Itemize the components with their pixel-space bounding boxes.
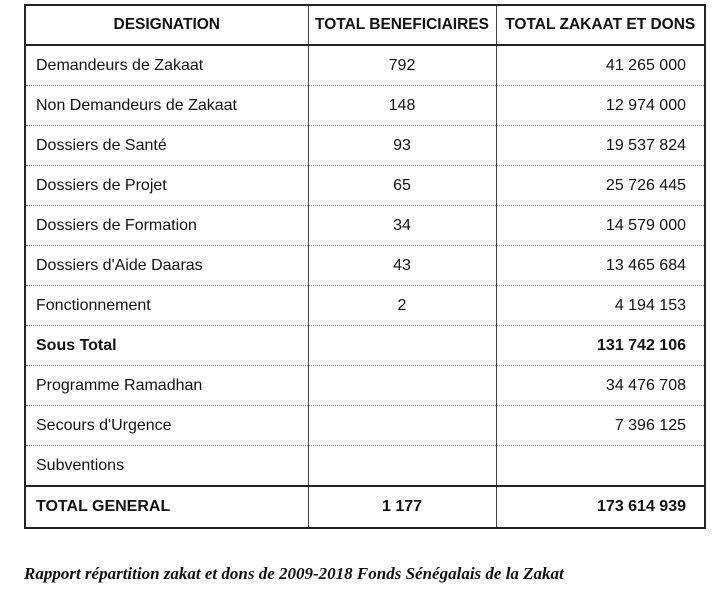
report-table-container [24, 4, 704, 529]
row-count: 2 [308, 286, 496, 326]
table-row [25, 286, 705, 326]
table-row [25, 366, 705, 406]
table-row [25, 45, 705, 86]
table-row [25, 406, 705, 446]
row-label: Dossiers de Santé [25, 126, 308, 166]
row-amount: 41 265 000 [496, 45, 705, 86]
row-amount [496, 446, 705, 487]
row-label: Demandeurs de Zakaat [25, 45, 308, 86]
row-label: Fonctionnement [25, 286, 308, 326]
table-row [25, 126, 705, 166]
row-amount: 12 974 000 [496, 86, 705, 126]
row-count: 65 [308, 166, 496, 206]
row-count: 34 [308, 206, 496, 246]
header-total-beneficiaires: TOTAL BENEFICIAIRES [308, 5, 496, 45]
row-amount: 4 194 153 [496, 286, 705, 326]
row-label: Programme Ramadhan [25, 366, 308, 406]
row-amount: 14 579 000 [496, 206, 705, 246]
total-amount: 173 614 939 [496, 486, 705, 528]
table-header-row [25, 5, 705, 45]
table-row [25, 206, 705, 246]
row-count [308, 406, 496, 446]
row-label: Secours d'Urgence [25, 406, 308, 446]
total-general-row [25, 486, 705, 528]
row-count [308, 366, 496, 406]
row-count: 43 [308, 246, 496, 286]
row-count: 148 [308, 86, 496, 126]
row-label: Dossiers d'Aide Daaras [25, 246, 308, 286]
zakat-distribution-table [24, 4, 706, 529]
row-amount: 25 726 445 [496, 166, 705, 206]
row-label: Dossiers de Formation [25, 206, 308, 246]
row-label: Subventions [25, 446, 308, 487]
header-total-zakaat-dons: TOTAL ZAKAAT ET DONS [496, 5, 705, 45]
table-row [25, 86, 705, 126]
table-row [25, 446, 705, 487]
row-count [308, 446, 496, 487]
table-row [25, 166, 705, 206]
row-amount: 13 465 684 [496, 246, 705, 286]
total-count: 1 177 [308, 486, 496, 528]
subtotal-count [308, 326, 496, 366]
row-label: Non Demandeurs de Zakaat [25, 86, 308, 126]
row-amount: 34 476 708 [496, 366, 705, 406]
subtotal-label: Sous Total [25, 326, 308, 366]
row-count: 792 [308, 45, 496, 86]
row-count: 93 [308, 126, 496, 166]
subtotal-row [25, 326, 705, 366]
row-label: Dossiers de Projet [25, 166, 308, 206]
table-row [25, 246, 705, 286]
total-label: TOTAL GENERAL [25, 486, 308, 528]
header-designation: DESIGNATION [25, 5, 308, 45]
row-amount: 7 396 125 [496, 406, 705, 446]
row-amount: 19 537 824 [496, 126, 705, 166]
report-caption: Rapport répartition zakat et dons de 2009-2018 Fonds Sénégalais de la Zakat [24, 564, 564, 583]
subtotal-amount: 131 742 106 [496, 326, 705, 366]
